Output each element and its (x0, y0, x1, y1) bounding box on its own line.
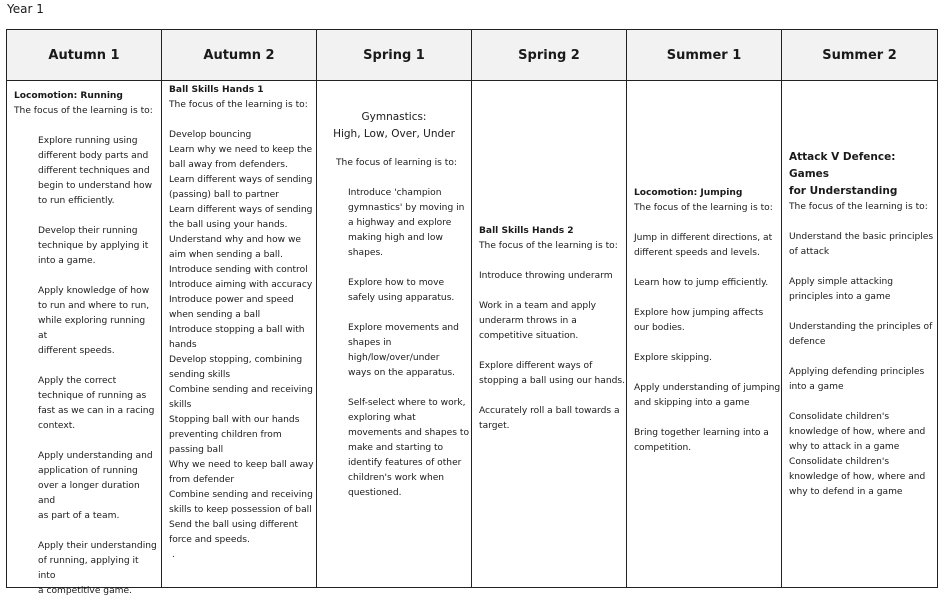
list-item-line: . (172, 550, 175, 560)
summer1-intro: The focus of the learning is to: (634, 203, 773, 213)
list-item-line: different techniques and (38, 166, 150, 176)
summer2-title-line1: Attack V Defence: Games (789, 151, 896, 180)
list-item-line: (passing) ball to partner (169, 190, 279, 200)
autumn2-list (169, 128, 316, 563)
list-item-line: competitive situation. (479, 331, 579, 341)
list-item-line: into a game (789, 382, 844, 392)
list-item-line: Apply their understanding (38, 541, 157, 551)
list-item-line: ball away from defenders. (169, 160, 288, 170)
list-item-line: Introduce sending with control (169, 265, 308, 275)
curriculum-table (6, 29, 938, 596)
list-item-line: questioned. (348, 488, 402, 498)
list-item-line: Self-select where to work, (348, 398, 466, 408)
year-label: Year 1 (7, 2, 44, 16)
list-item-line: different speeds. (38, 346, 115, 356)
list-item-line: Apply understanding and (38, 451, 153, 461)
list-item-line: Send the ball using different (169, 520, 298, 530)
list-item-line: Explore how jumping affects (634, 308, 764, 318)
header-summer-1: Summer 1 (627, 30, 782, 81)
list-item-line: Develop stopping, combining (169, 355, 303, 365)
list-item-line: over a longer duration and (38, 481, 140, 506)
list-item-line: Accurately roll a ball towards a (479, 406, 620, 416)
cell-autumn-1 (7, 81, 162, 596)
spring1-title-line1: Gymnastics: (361, 111, 427, 123)
list-item-line: into a game. (38, 256, 96, 266)
list-item-line: Introduce stopping a ball with (169, 325, 305, 335)
list-item-line: force and speeds. (169, 535, 250, 545)
list-item-line: Understand why and how we (169, 235, 301, 245)
list-item-line: Learn why we need to keep the (169, 145, 313, 155)
list-item-line: preventing children from (169, 430, 282, 440)
list-item-line: Apply understanding of jumping (634, 383, 781, 393)
list-item-line: skills to keep possession of ball (169, 505, 312, 515)
list-item-line: Learn different ways of sending (169, 175, 313, 185)
list-item-line: making high and low (348, 233, 443, 243)
list-item-line: Consolidate children's (789, 457, 890, 467)
list-item-line: Develop bouncing (169, 130, 252, 140)
spring2-title: Ball Skills Hands 2 (479, 226, 574, 236)
list-item-line: competition. (634, 443, 692, 453)
cell-autumn-2 (162, 81, 317, 588)
list-item-line: begin to understand how (38, 181, 153, 191)
cell-spring-1 (317, 81, 472, 588)
summer2-list (789, 230, 937, 500)
list-item-line: from defender (169, 475, 235, 485)
header-row (7, 30, 938, 81)
list-item-line: Introduce power and speed (169, 295, 294, 305)
list-item-line: knowledge of how, where and (789, 472, 926, 482)
summer1-title: Locomotion: Jumping (634, 188, 743, 198)
list-item-line: sending skills (169, 370, 231, 380)
list-item-line: Apply knowledge of how (38, 286, 150, 296)
list-item-line: children's work when (348, 473, 445, 483)
list-item-line: exploring what (348, 413, 416, 423)
list-item-line: defence (789, 337, 826, 347)
list-item-line: Combine sending and receiving (169, 385, 313, 395)
autumn1-intro: The focus of the learning is to: (14, 106, 153, 116)
list-item-line: Applying defending principles (789, 367, 925, 377)
list-item-line: skills (169, 400, 192, 410)
list-item-line: Learn how to jump efficiently. (634, 278, 769, 288)
list-item-line: Bring together learning into a (634, 428, 769, 438)
list-item-line: as part of a team. (38, 511, 120, 521)
list-item-line: Develop their running (38, 226, 138, 236)
list-item-line: stopping a ball using our hands. (479, 376, 626, 386)
list-item-line: Understanding the principles of (789, 322, 933, 332)
list-item-line: why to defend in a game (789, 487, 903, 497)
list-item-line: passing ball (169, 445, 224, 455)
list-item-line: a highway and explore (348, 218, 452, 228)
list-item-line: Jump in different directions, at (634, 233, 773, 243)
list-item-line: Introduce 'champion (348, 188, 442, 198)
list-item-line: identify features of other (348, 458, 462, 468)
list-item-line: principles into a game (789, 292, 891, 302)
list-item-line: Introduce throwing underarm (479, 271, 613, 281)
list-item-line: Explore how to move (348, 278, 445, 288)
list-item-line: Learn different ways of sending (169, 205, 313, 215)
list-item-line: target. (479, 421, 510, 431)
header-spring-1: Spring 1 (317, 30, 472, 81)
list-item-line: the ball using your hands. (169, 220, 288, 230)
summer2-title-line2: for Understanding (789, 185, 898, 197)
list-item-line: make and starting to (348, 443, 444, 453)
list-item-line: Why we need to keep ball away (169, 460, 314, 470)
list-item-line: Consolidate children's (789, 412, 890, 422)
list-item-line: fast as we can in a racing (38, 406, 155, 416)
list-item-line: Apply the correct (38, 376, 117, 386)
cell-summer-1 (627, 81, 782, 588)
list-item-line: why to attack in a game (789, 442, 900, 452)
content-row (7, 81, 938, 588)
spring1-title-line2: High, Low, Over, Under (333, 128, 455, 140)
list-item-line: shapes in (348, 338, 392, 348)
autumn1-list (7, 134, 161, 599)
list-item-line: Understand the basic principles (789, 232, 934, 242)
list-item-line: technique of running as (38, 391, 147, 401)
list-item-line: technique by applying it (38, 241, 149, 251)
header-spring-2: Spring 2 (472, 30, 627, 81)
list-item-line: movements and shapes to (348, 428, 470, 438)
list-item-line: shapes. (348, 248, 384, 258)
list-item-line: a competitive game. (38, 586, 132, 596)
header-autumn-1: Autumn 1 (7, 30, 162, 81)
autumn2-title: Ball Skills Hands 1 (169, 85, 264, 95)
list-item-line: Explore running using (38, 136, 138, 146)
list-item-line: of attack (789, 247, 830, 257)
header-autumn-2: Autumn 2 (162, 30, 317, 81)
spring2-intro: The focus of the learning is to: (479, 241, 618, 251)
header-summer-2: Summer 2 (782, 30, 938, 81)
list-item-line: while exploring running at (38, 316, 146, 341)
autumn1-title: Locomotion: Running (14, 91, 123, 101)
list-item-line: to run and where to run, (38, 301, 150, 311)
list-item-line: underarm throws in a (479, 316, 577, 326)
list-item-line: Apply simple attacking (789, 277, 894, 287)
list-item-line: Explore movements and (348, 323, 459, 333)
list-item-line: Combine sending and receiving (169, 490, 313, 500)
list-item-line: of running, applying it into (38, 556, 139, 581)
list-item-line: our bodies. (634, 323, 685, 333)
spring2-list (479, 269, 626, 434)
list-item-line: different speeds and levels. (634, 248, 760, 258)
summer1-list (634, 231, 781, 456)
list-item-line: gymnastics' by moving in (348, 203, 465, 213)
cell-summer-2 (782, 81, 938, 588)
list-item-line: hands (169, 340, 197, 350)
list-item-line: knowledge of how, where and (789, 427, 926, 437)
list-item-line: application of running (38, 466, 138, 476)
spring1-intro: The focus of learning is to: (336, 158, 457, 168)
list-item-line: context. (38, 421, 76, 431)
list-item-line: Explore skipping. (634, 353, 713, 363)
list-item-line: aim when sending a ball. (169, 250, 283, 260)
list-item-line: and skipping into a game (634, 398, 750, 408)
list-item-line: different body parts and (38, 151, 149, 161)
list-item-line: Introduce aiming with accuracy (169, 280, 313, 290)
list-item-line: ways on the apparatus. (348, 368, 456, 378)
list-item-line: high/low/over/under (348, 353, 440, 363)
summer2-intro: The focus of the learning is to: (789, 202, 928, 212)
list-item-line: Stopping ball with our hands (169, 415, 300, 425)
autumn2-intro: The focus of the learning is to: (169, 100, 308, 110)
list-item-line: to run efficiently. (38, 196, 115, 206)
list-item-line: Work in a team and apply (479, 301, 597, 311)
list-item-line: when sending a ball (169, 310, 261, 320)
spring1-list (317, 186, 471, 501)
cell-spring-2 (472, 81, 627, 588)
list-item-line: Explore different ways of (479, 361, 593, 371)
list-item-line: safely using apparatus. (348, 293, 455, 303)
